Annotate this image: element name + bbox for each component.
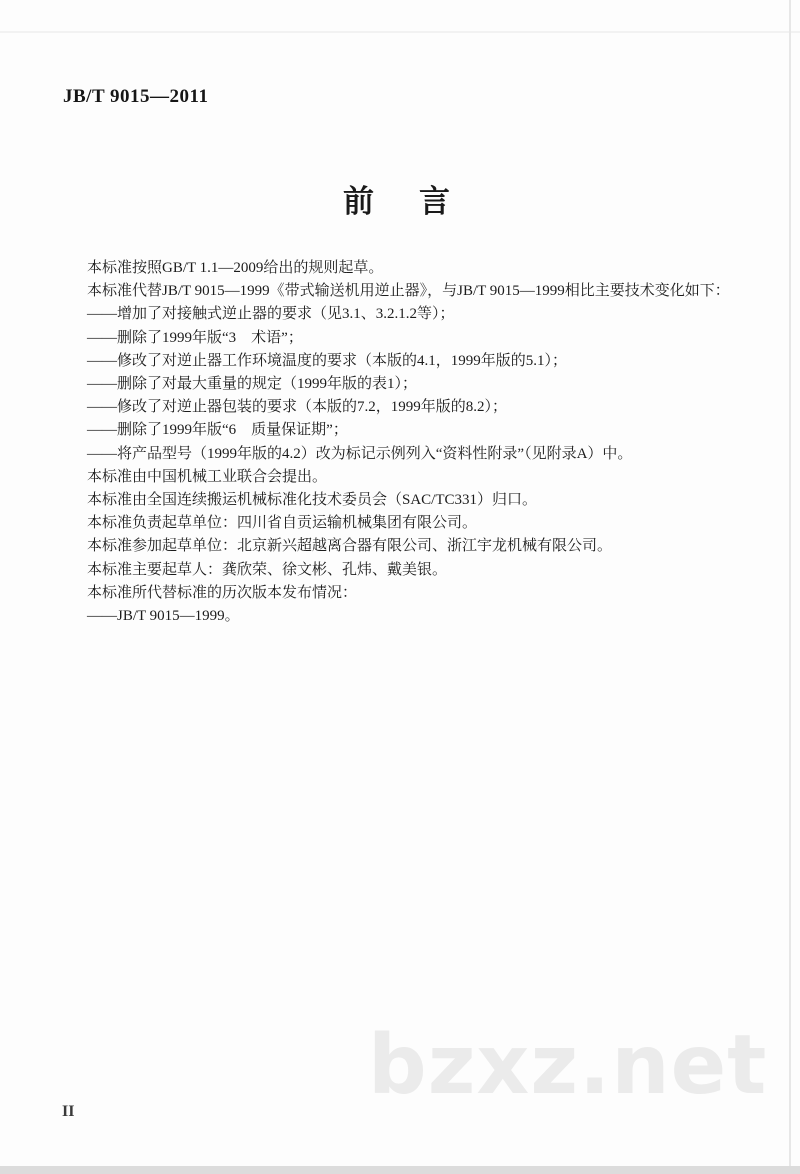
document-title: 前 言 <box>343 184 457 219</box>
paragraph-line: ——删除了1999年版“3 术语”； <box>87 329 303 346</box>
paragraph-line: ——增加了对接触式逆止器的要求（见3.1、3.2.1.2等）； <box>87 306 455 323</box>
paragraph-line: 本标准由全国连续搬运机械标准化技术委员会（SAC/TC331）归口。 <box>87 492 538 509</box>
paragraph-line: ——JB/T 9015—1999。 <box>87 608 240 625</box>
foreword-body <box>87 257 777 628</box>
paragraph-line: 本标准负责起草单位：四川省自贡运输机械集团有限公司。 <box>87 515 478 532</box>
paragraph-line: 本标准所代替标准的历次版本发布情况： <box>87 584 358 601</box>
page-number: II <box>62 1103 75 1120</box>
paragraph-line: 本标准按照GB/T 1.1—2009给出的规则起草。 <box>87 260 384 276</box>
paragraph-line: 本标准代替JB/T 9015—1999《带式输送机用逆止器》，与JB/T 9015—1999相比主要技术变化如下： <box>87 283 730 300</box>
paragraph-line: ——修改了对逆止器包装的要求（本版的7.2，1999年版的8.2）； <box>87 399 508 416</box>
paragraph-line: ——将产品型号（1999年版的4.2）改为标记示例列入“资料性附录”（见附录A）中。 <box>87 445 633 462</box>
standard-number-header: JB/T 9015—2011 <box>63 86 209 107</box>
scan-artifact-bottom-strip <box>0 1166 800 1174</box>
scan-artifact-top-line <box>0 31 800 33</box>
paragraph-line: 本标准主要起草人：龚欣荣、徐文彬、孔炜、戴美银。 <box>87 561 448 578</box>
watermark: bzxz.net <box>368 1018 768 1113</box>
paragraph-line: ——修改了对逆止器工作环境温度的要求（本版的4.1，1999年版的5.1）； <box>87 352 568 369</box>
paragraph-line: ——删除了1999年版“6 质量保证期”； <box>87 422 348 439</box>
paragraph-line: ——删除了对最大重量的规定（1999年版的表1）； <box>87 376 418 393</box>
paragraph-line: 本标准参加起草单位：北京新兴超越离合器有限公司、浙江宇龙机械有限公司。 <box>87 538 613 555</box>
paragraph-line: 本标准由中国机械工业联合会提出。 <box>87 468 328 485</box>
